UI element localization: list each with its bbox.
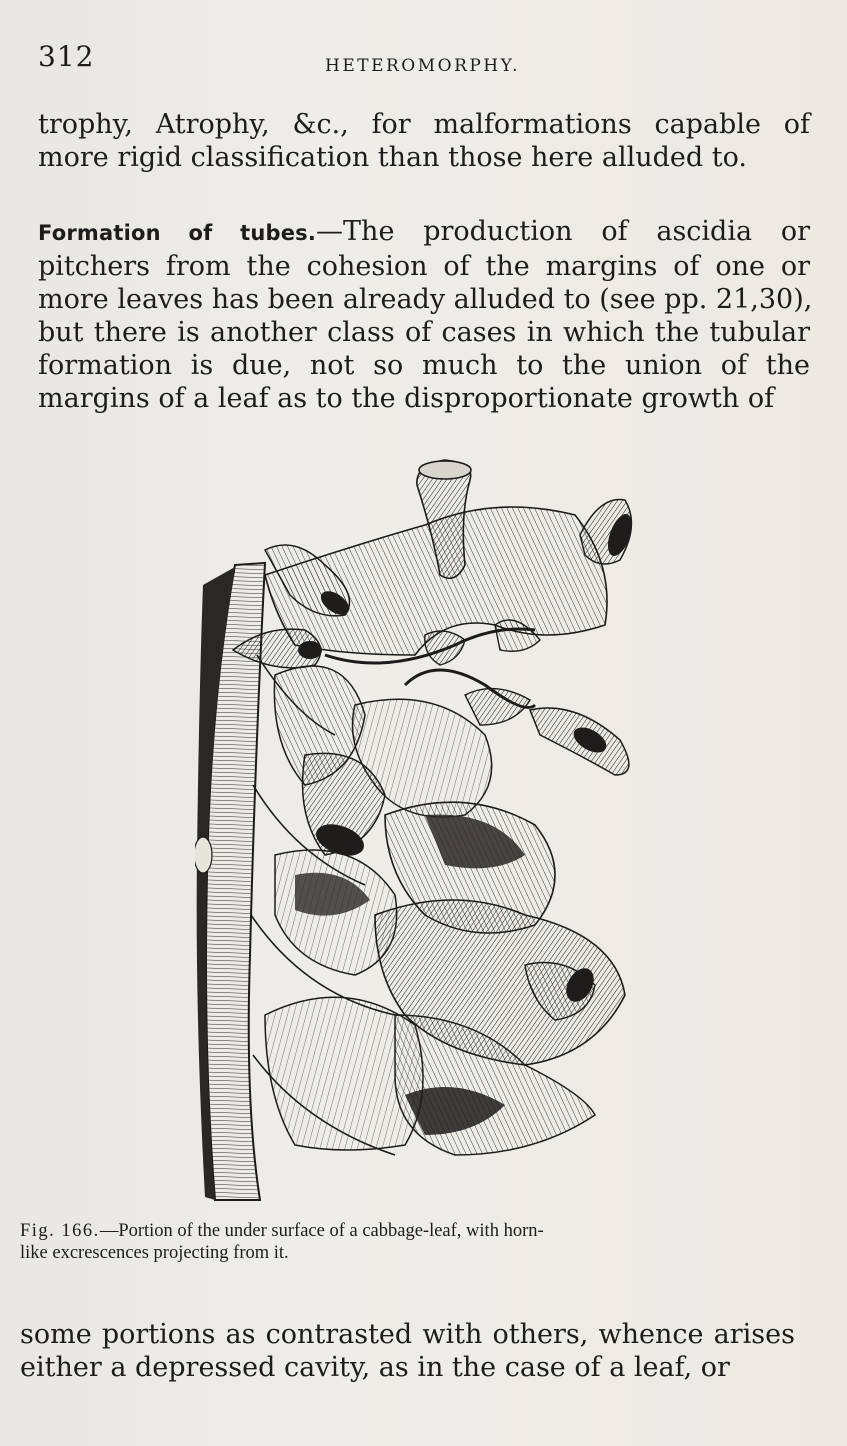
cabbage-leaf-engraving — [195, 455, 645, 1205]
running-head: HETEROMORPHY. — [325, 56, 521, 76]
text-line: either a depressed cavity, as in the case of a leaf, or — [20, 1352, 730, 1383]
text-line-with-heading — [38, 215, 810, 250]
text-line: formation is due, not so much to the union of the — [38, 350, 810, 381]
caption-text: —Portion of the under surface of a cabbage-leaf, with horn- — [99, 1221, 544, 1241]
text-line: margins of a leaf as to the disproportionate growth of — [38, 383, 775, 414]
text-line: but there is another class of cases in which the tubular — [38, 317, 810, 348]
run-in-heading: Formation of tubes. — [38, 221, 317, 245]
page-number: 312 — [38, 40, 95, 73]
caption-line — [20, 1220, 810, 1242]
text-line: some portions as contrasted with others, whence arises — [20, 1319, 795, 1350]
paragraph-formation-of-tubes — [38, 215, 813, 415]
paragraph-continuation — [38, 108, 810, 174]
text-line: —The production of ascidia or — [316, 216, 810, 247]
figure-label: Fig. 166. — [20, 1221, 100, 1241]
figure-caption — [20, 1220, 810, 1264]
text-line: pitchers from the cohesion of the margins of one or — [38, 251, 810, 282]
caption-line: like excrescences projecting from it. — [20, 1243, 289, 1263]
text-line: more leaves has been already alluded to (see pp. 21,30), — [38, 284, 813, 315]
paragraph-continuation-bottom — [20, 1318, 795, 1384]
text-line: more rigid classification than those here alluded to. — [38, 142, 747, 173]
text-line: trophy, Atrophy, &c., for malformations capable of — [38, 109, 810, 140]
